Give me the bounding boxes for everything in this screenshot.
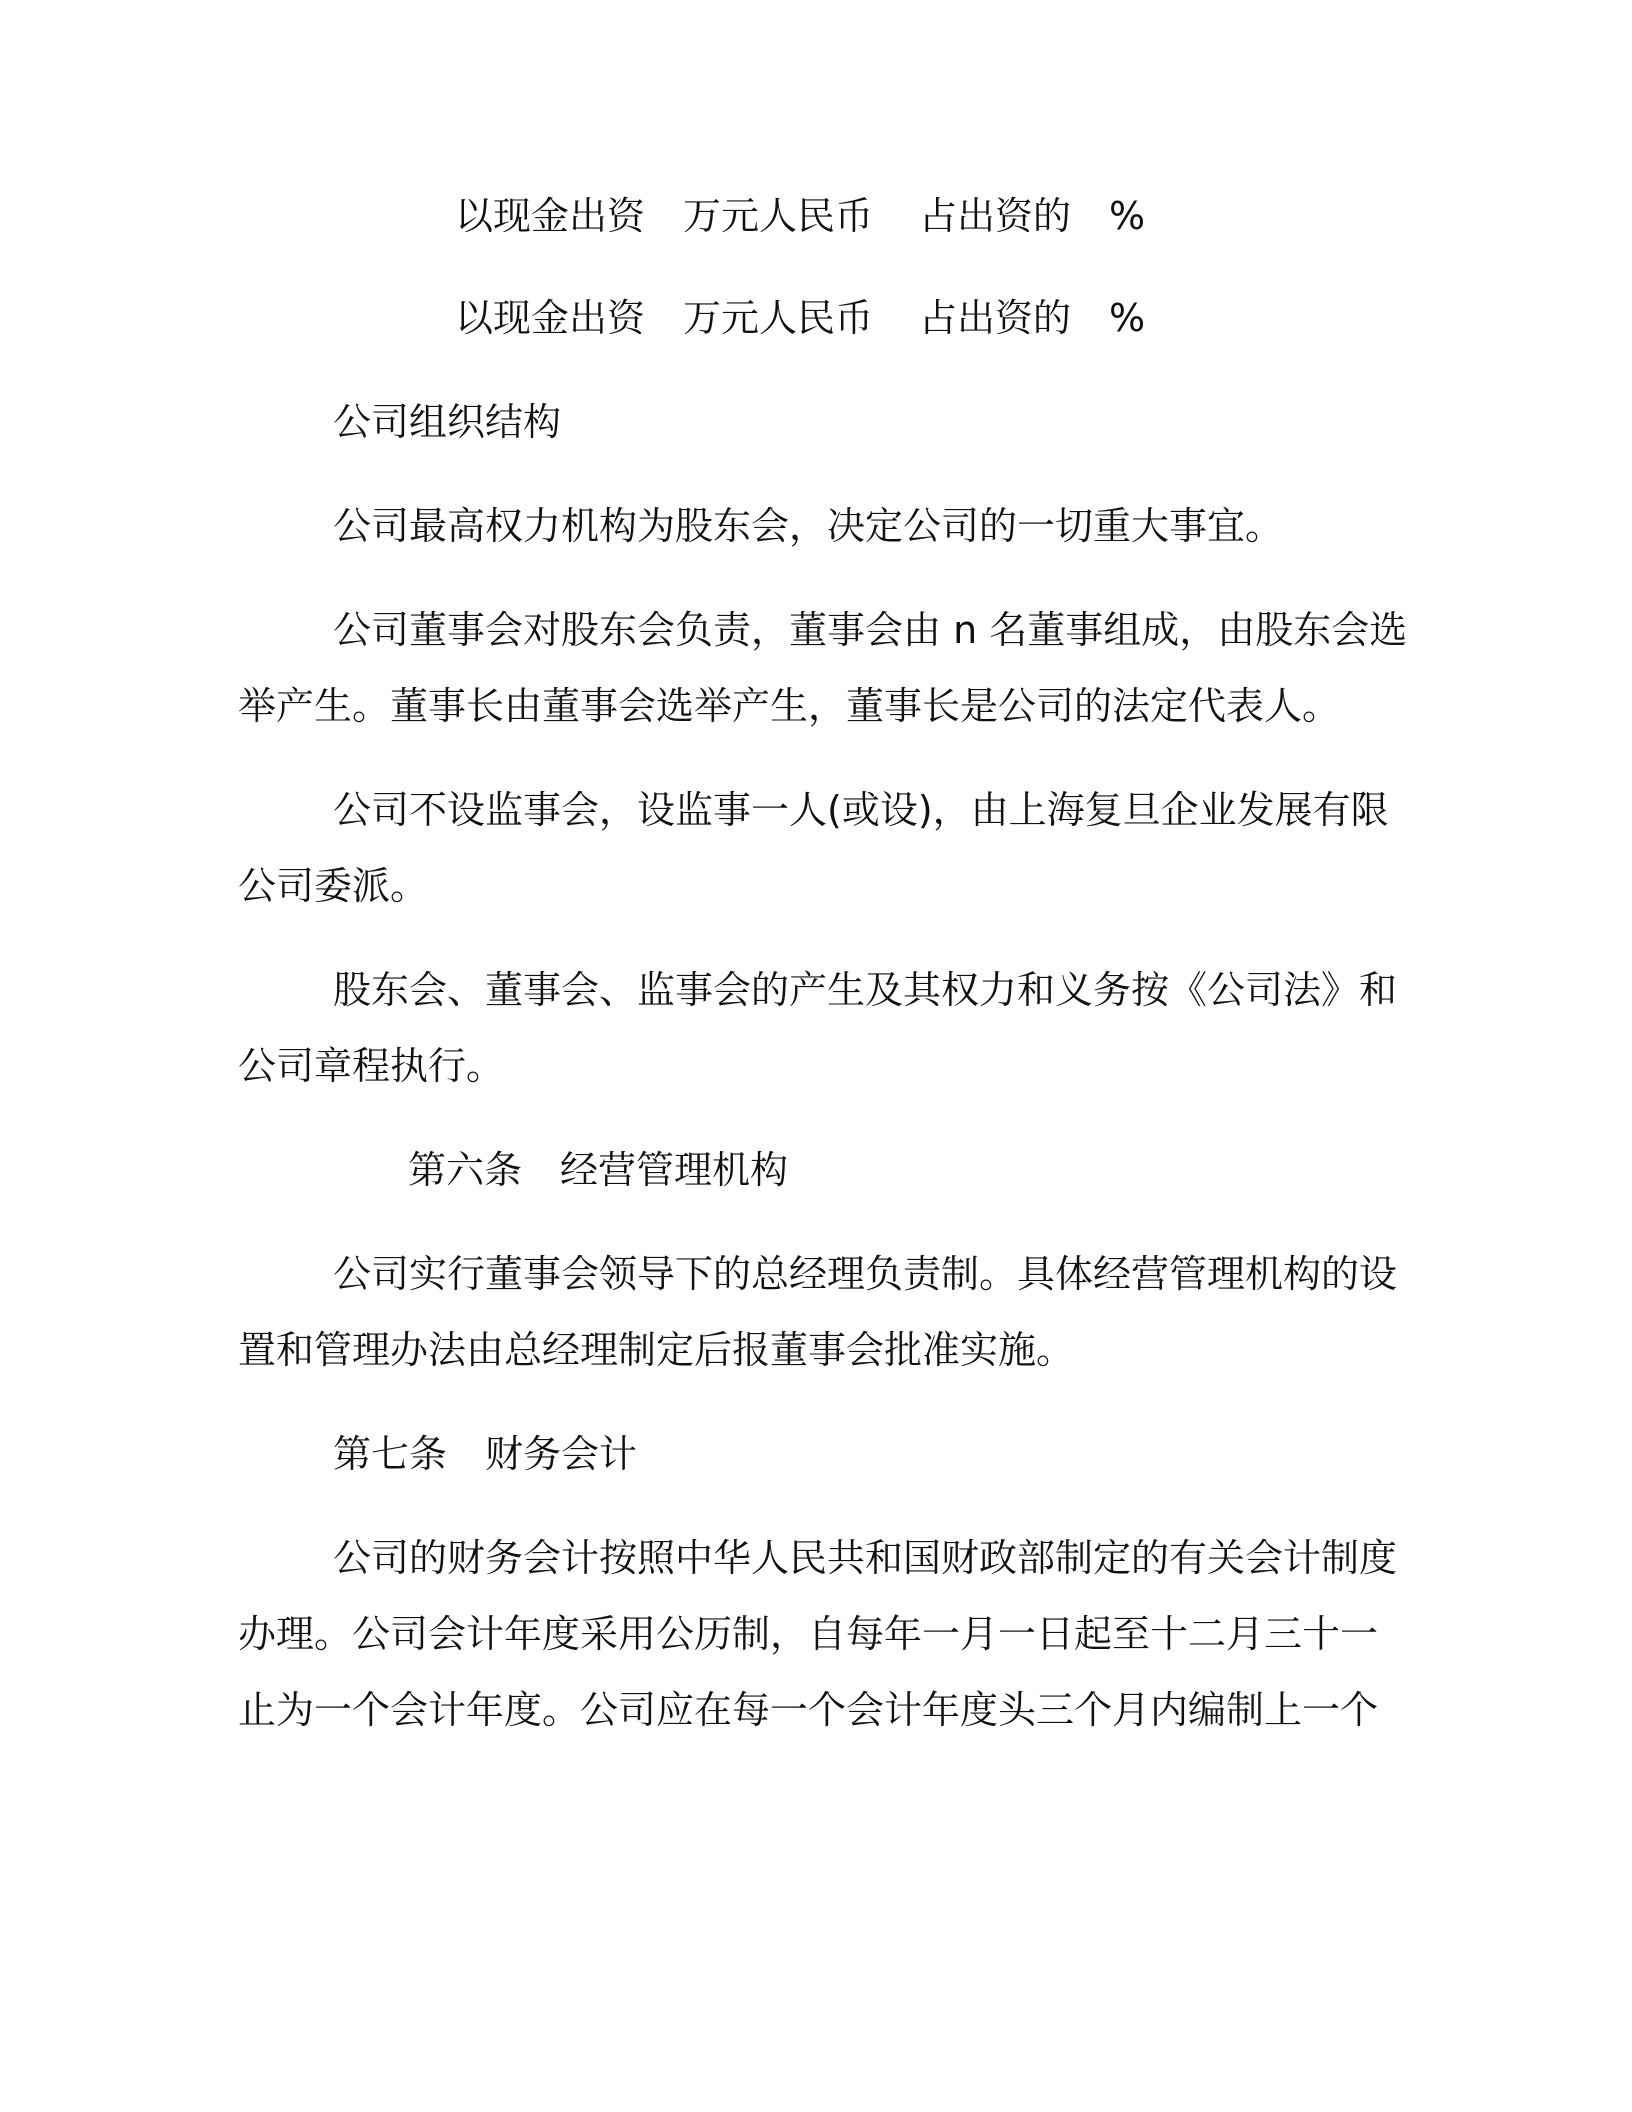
paragraph-line: 举产生。董事长由董事会选举产生，董事长是公司的法定代表人。 — [238, 684, 1341, 728]
capital-ratio-label: 占出资的 — [919, 194, 1072, 238]
capital-row — [455, 294, 1145, 342]
paragraph-line: 办理。公司会计年度采用公历制，自每年一月一日起至十二月三十一 — [238, 1612, 1379, 1656]
capital-unit: 万元人民币 — [683, 194, 874, 238]
paragraph-line: 置和管理办法由总经理制定后报董事会批准实施。 — [238, 1328, 1075, 1372]
capital-method: 以现金出资 — [455, 194, 646, 238]
article-heading — [408, 1146, 788, 1194]
paragraph-line: 公司董事会对股东会负责，董事会由 n 名董事组成，由股东会选 — [333, 608, 1408, 652]
capital-method: 以现金出资 — [455, 296, 646, 340]
article-title: 经营管理机构 — [560, 1148, 789, 1192]
paragraph-line: 公司委派。 — [238, 864, 429, 908]
paragraph-line: 公司不设监事会，设监事一人(或设)，由上海复旦企业发展有限 — [333, 788, 1389, 832]
article-title: 财务会计 — [485, 1432, 638, 1476]
article-number: 第六条 — [408, 1148, 523, 1192]
paragraph-line: 止为一个会计年度。公司应在每一个会计年度头三个月内编制上一个 — [238, 1688, 1379, 1732]
capital-unit: 万元人民币 — [683, 296, 874, 340]
capital-percent-sign: % — [1109, 296, 1146, 340]
paragraph-line: 公司章程执行。 — [238, 1044, 505, 1088]
article-number: 第七条 — [333, 1432, 448, 1476]
article-heading — [333, 1430, 637, 1478]
capital-percent-sign: % — [1109, 194, 1146, 238]
capital-row — [455, 192, 1145, 240]
paragraph-line: 公司的财务会计按照中华人民共和国财政部制定的有关会计制度 — [333, 1536, 1398, 1580]
paragraph-line: 公司最高权力机构为股东会，决定公司的一切重大事宜。 — [333, 504, 1284, 548]
section-heading: 公司组织结构 — [333, 400, 562, 444]
capital-ratio-label: 占出资的 — [919, 296, 1072, 340]
paragraph-line: 股东会、董事会、监事会的产生及其权力和义务按《公司法》和 — [333, 968, 1398, 1012]
paragraph-line: 公司实行董事会领导下的总经理负责制。具体经营管理机构的设 — [333, 1252, 1398, 1296]
